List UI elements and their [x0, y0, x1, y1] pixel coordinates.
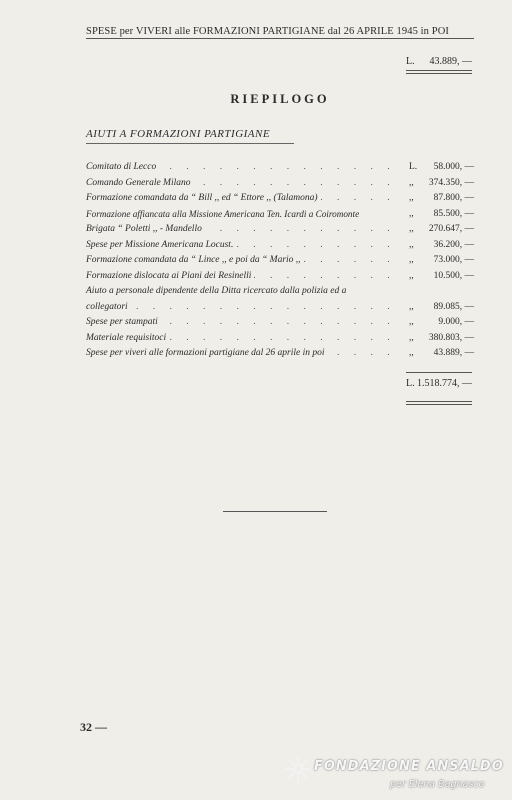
entry-amount: 9.000, — — [438, 317, 474, 327]
ledger-entry — [86, 222, 474, 238]
entry-ditto-mark: ,, — [409, 177, 414, 188]
entry-amount: 89.085, — — [433, 301, 474, 312]
grand-total-double-rule — [406, 401, 472, 405]
ledger-entry — [86, 269, 474, 285]
page-number: 32 — — [80, 720, 107, 734]
watermark-credit: per Elena Bagnasco — [390, 779, 485, 790]
entry-description: Formazione comandata da “ Bill ,, ed “ Ettore ,, (Talamona) — [86, 193, 321, 203]
entry-amount: 85.500, — — [433, 208, 474, 219]
entry-amount: 10.500, — — [433, 270, 474, 281]
ledger-entry — [86, 191, 474, 207]
entry-description: Comando Generale Milano — [86, 178, 194, 188]
end-of-section-rule — [223, 511, 327, 512]
ledger-entry — [86, 253, 474, 269]
watermark — [284, 755, 506, 797]
entry-ditto-mark: ,, — [409, 224, 414, 234]
sum-rule — [406, 372, 472, 373]
grand-total-amount: 1.518.774, — — [417, 378, 472, 389]
entry-amount: 380.803, — — [428, 332, 474, 343]
subheading: AIUTI A FORMAZIONI PARTIGIANE — [86, 128, 271, 140]
entry-amount: 87.800, — — [433, 193, 474, 203]
ledger-entry — [86, 315, 474, 331]
carried-total-double-rule — [406, 70, 472, 74]
entry-amount: 374.350, — — [428, 177, 474, 188]
grand-total-currency: L. — [406, 378, 415, 389]
carried-total-amount: 43.889, — — [429, 56, 472, 67]
running-head: SPESE per VIVERI alle FORMAZIONI PARTIGIANE dal 26 APRILE 1945 in POI — [86, 26, 474, 39]
entry-ditto-mark: ,, — [409, 317, 414, 327]
ledger-entry — [86, 160, 474, 176]
entry-description: Brigata “ Poletti ,, - Mandello — [86, 224, 205, 234]
carried-total-currency: L. — [406, 56, 415, 67]
entry-description: Spese per viveri alle formazioni partigiane dal 26 aprile in poi — [86, 348, 328, 358]
entry-description: Materiale requisitoci — [86, 333, 169, 343]
entry-amount: 270.647, — — [428, 224, 474, 234]
entry-ditto-mark: ,, — [409, 255, 414, 265]
ledger-entry — [86, 238, 474, 254]
entry-description: Comitato di Lecco — [86, 162, 159, 172]
entry-ditto-mark: ,, — [409, 348, 414, 358]
section-title: RIEPILOGO — [230, 92, 330, 106]
entry-amount: 73.000, — — [433, 255, 474, 265]
entry-description: Formazione dislocata ai Piani dei Resinelli — [86, 271, 254, 281]
entry-description: Spese per stampati — [86, 317, 161, 327]
watermark-name: FONDAZIONE ANSALDO — [314, 759, 504, 774]
entry-ditto-mark: ,, — [409, 301, 414, 312]
ledger-entry — [86, 207, 474, 223]
ledger-entry — [86, 331, 474, 347]
ledger-entry — [86, 284, 474, 315]
entry-description: Formazione affiancata alla Missione Americana Ten. Icardi a Coiromonte — [86, 209, 362, 219]
entry-description: Formazione comandata da “ Lince ,, e poi da “ Mario ,, — [86, 255, 304, 265]
entry-ditto-mark: ,, — [409, 208, 414, 219]
entry-description: Spese per Missione Americana Locust. — [86, 240, 236, 250]
entry-currency-mark: L. — [409, 162, 418, 172]
grand-total — [406, 378, 472, 389]
entry-ditto-mark: ,, — [409, 270, 414, 281]
entry-amount: 58.000, — — [433, 162, 474, 172]
ledger-entries — [86, 160, 474, 362]
entry-ditto-mark: ,, — [409, 193, 414, 203]
entry-ditto-mark: ,, — [409, 239, 414, 250]
entry-amount: 43.889, — — [433, 348, 474, 358]
entry-ditto-mark: ,, — [409, 332, 414, 343]
carried-total — [406, 56, 472, 67]
ledger-entry — [86, 176, 474, 192]
ledger-entry — [86, 346, 474, 362]
subheading-underline — [86, 143, 294, 144]
entry-amount: 36.200, — — [433, 239, 474, 250]
entry-description: collegatori — [86, 302, 131, 312]
ansaldo-logo-icon — [284, 755, 312, 783]
entry-description-line1: Aiuto a personale dipendente della Ditta ricercato dalla polizia ed a — [86, 286, 347, 296]
